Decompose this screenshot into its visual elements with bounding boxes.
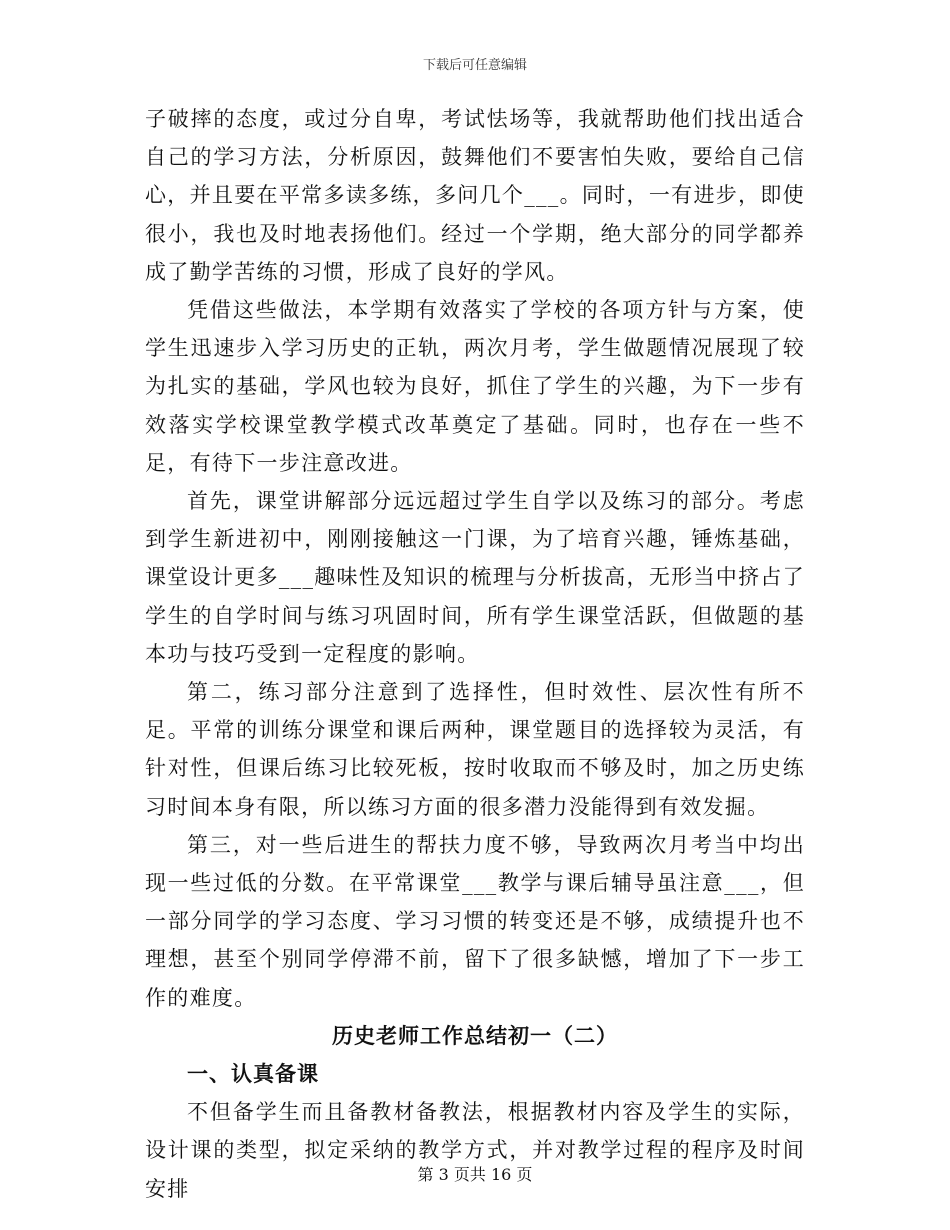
paragraph-1: 子破摔的态度，或过分自卑，考试怯场等，我就帮助他们找出适合自己的学习方法，分析原因，鼓舞他们不要害怕失败，要给自己信心，并且要在平常多读多练，多问几个___。同时，一有进步，即使很小，我也及时地表扬他们。经过一个学期，绝大部分的同学都养成了勤学苦练的习惯，形成了良好的学风。: [145, 107, 805, 284]
paragraph-6: 不但备学生而且备教材备教法，根据教材内容及学生的实际，设计课的类型，拟定采纳的教学方式，并对教学过程的程序及时间安排: [145, 1100, 805, 1201]
page-header: 下载后可任意编辑: [422, 58, 527, 73]
page-footer: 第 3 页共 16 页: [417, 1165, 533, 1184]
document-body: [145, 100, 805, 1208]
paragraph-4: 第二，练习部分注意到了选择性，但时效性、层次性有所不足。平常的训练分课堂和课后两种，课堂题目的选择较为灵活，有针对性，但课后练习比较死板，按时收取而不够及时，加之历史练习时间本身有限，所以练习方面的很多潜力没能得到有效发掘。: [145, 680, 805, 819]
paragraph-2: 凭借这些做法，本学期有效落实了学校的各项方针与方案，使学生迅速步入学习历史的正轨，两次月考，学生做题情况展现了较为扎实的基础，学风也较为良好，抓住了学生的兴趣，为下一步有效落实学校课堂教学模式改革奠定了基础。同时，也存在一些不足，有待下一步注意改进。: [145, 298, 805, 475]
paragraph-5: 第三，对一些后进生的帮扶力度不够，导致两次月考当中均出现一些过低的分数。在平常课堂___教学与课后辅导虽注意___，但一部分同学的学习态度、学习习惯的转变还是不够，成绩提升也不理想，甚至个别同学停滞不前，留下了很多缺憾，增加了下一步工作的难度。: [145, 832, 805, 1010]
subheading: 一、认真备课: [187, 1062, 319, 1087]
section-title: 历史老师工作总结初一（二）: [332, 1023, 618, 1048]
paragraph-3: 首先，课堂讲解部分远远超过学生自学以及练习的部分。考虑到学生新进初中，刚刚接触这一门课，为了培育兴趣，锤炼基础，课堂设计更多___趣味性及知识的梳理与分析拔高，无形当中挤占了学生的自学时间与练习巩固时间，所有学生课堂活跃，但做题的基本功与技巧受到一定程度的影响。: [145, 489, 805, 666]
